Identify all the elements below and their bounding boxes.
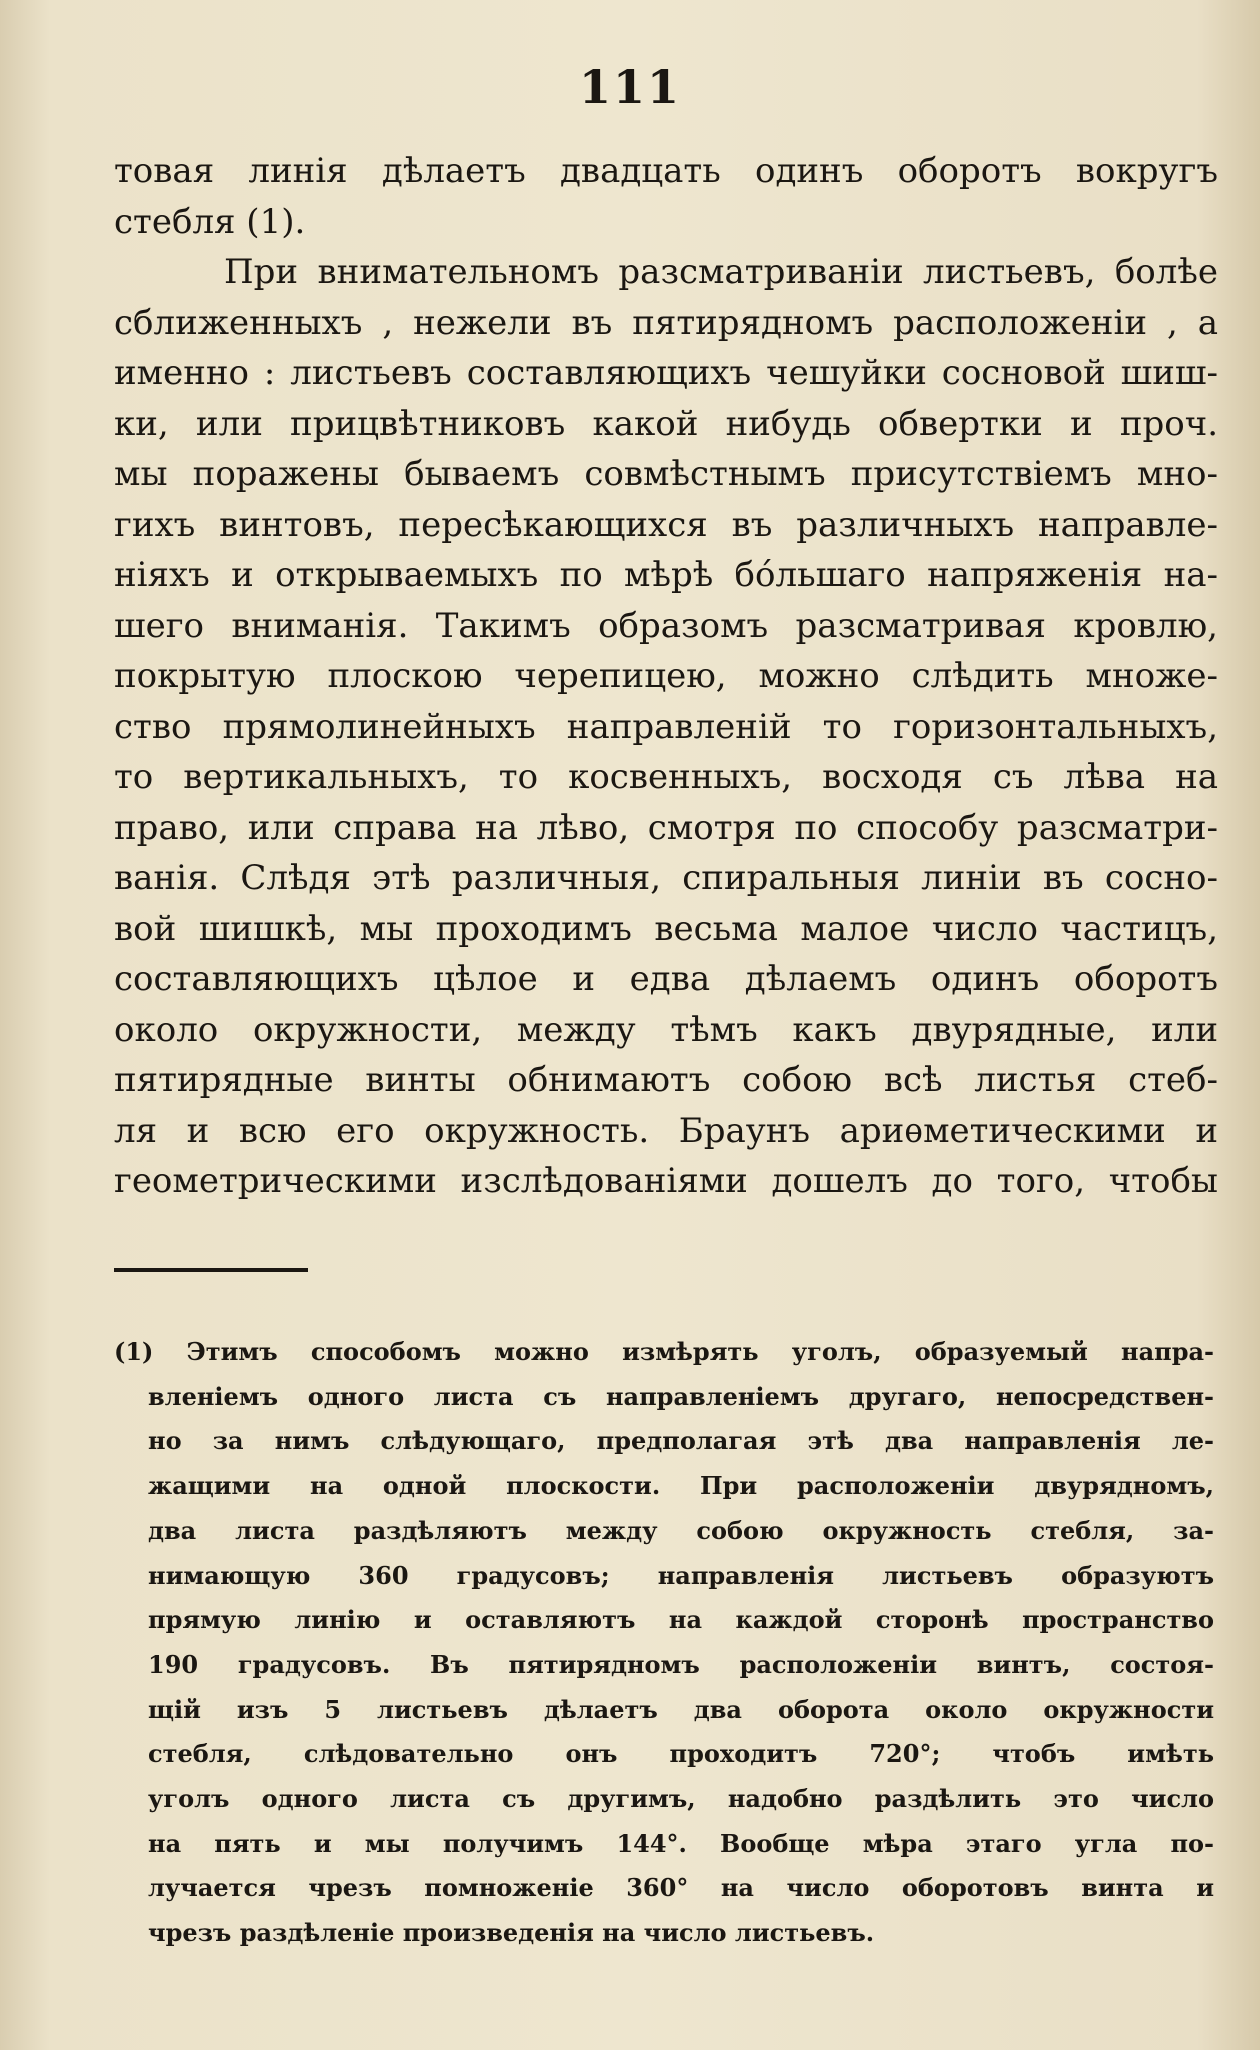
text-line: покрытую плоскою черепицею, можно слѣдить множе-: [114, 656, 1218, 696]
footnote-divider: [114, 1268, 308, 1272]
text-line: шего вниманія. Такимъ образомъ разсматривая кровлю,: [114, 605, 1218, 646]
text-line: гихъ винтовъ, пересѣкающихся въ различныхъ направле-: [114, 504, 1218, 545]
text-line: геометрическими изслѣдованіями дошелъ до того, чтобы: [114, 1161, 1218, 1201]
text-line: то вертикальныхъ, то косвенныхъ, восходя съ лѣва на: [114, 757, 1218, 797]
footnote-line: на пять и мы получимъ 144°. Вообще мѣра этаго угла по-: [148, 1828, 1214, 1858]
footnote-line: (1) Этимъ способомъ можно измѣрять уголъ, образуемый напра-: [114, 1337, 1214, 1366]
main-text: [114, 146, 1218, 1207]
footnote-line: чрезъ раздѣленіе произведенія на число листьевъ.: [148, 1918, 875, 1948]
footnote-line: щій изъ 5 листьевъ дѣлаетъ два оборота около окружности: [148, 1694, 1214, 1724]
text-line: около окружности, между тѣмъ какъ двурядные, или: [114, 1009, 1218, 1050]
text-line: ванія. Слѣдя этѣ различныя, спиральныя линіи въ сосно-: [114, 858, 1218, 898]
text-line: сближенныхъ , нежели въ пятирядномъ расположеніи , а: [114, 302, 1218, 343]
footnote-line: жащими на одной плоскости. При расположеніи двурядномъ,: [148, 1471, 1214, 1501]
text-line: именно : листьевъ составляющихъ чешуйки сосновой шиш-: [114, 353, 1218, 393]
text-line: пятирядные винты обнимаютъ собою всѣ листья стеб-: [114, 1060, 1218, 1100]
footnote-line: но за нимъ слѣдующаго, предполагая этѣ два направленія ле-: [148, 1426, 1214, 1456]
footnote: [114, 1330, 1214, 1956]
footnote-line: 190 градусовъ. Въ пятирядномъ расположеніи винтъ, состоя-: [148, 1649, 1214, 1679]
text-line: вой шишкѣ, мы проходимъ весьма малое число частицъ,: [114, 908, 1218, 949]
footnote-line: прямую линію и оставляютъ на каждой сторонѣ пространство: [148, 1605, 1214, 1635]
text-line: ство прямолинейныхъ направленій то горизонтальныхъ,: [114, 706, 1218, 747]
footnote-line: уголъ одного листа съ другимъ, надобно раздѣлить это число: [148, 1784, 1214, 1814]
text-line: товая линія дѣлаетъ двадцать одинъ оборотъ вокругъ: [114, 151, 1218, 191]
text-line: стебля (1).: [114, 201, 306, 242]
footnote-line: стебля, слѣдовательно онъ проходитъ 720°; чтобъ имѣть: [148, 1739, 1214, 1769]
footnote-line: два листа раздѣляютъ между собою окружность стебля, за-: [148, 1515, 1214, 1545]
page-number: 111: [578, 60, 682, 114]
text-line: ки, или прицвѣтниковъ какой нибудь обвертки и проч.: [114, 403, 1218, 444]
footnote-line: вленіемъ одного листа съ направленіемъ другаго, непосредствен-: [148, 1381, 1214, 1411]
footnote-line: лучается чрезъ помноженіе 360° на число оборотовъ винта и: [148, 1873, 1214, 1903]
text-line: ніяхъ и открываемыхъ по мѣрѣ бóльшаго напряженія на-: [114, 555, 1218, 595]
footnote-line: нимающую 360 градусовъ; направленія листьевъ образуютъ: [148, 1560, 1214, 1590]
text-line: ля и всю его окружность. Браунъ ариѳметическими и: [114, 1110, 1218, 1151]
text-line: составляющихъ цѣлое и едва дѣлаемъ одинъ оборотъ: [114, 959, 1218, 999]
text-line: мы поражены бываемъ совмѣстнымъ присутствіемъ мно-: [114, 454, 1218, 494]
text-line: право, или справа на лѣво, смотря по способу разсматри-: [114, 807, 1218, 848]
text-line: При внимательномъ разсматриваніи листьевъ, болѣе: [224, 252, 1218, 292]
